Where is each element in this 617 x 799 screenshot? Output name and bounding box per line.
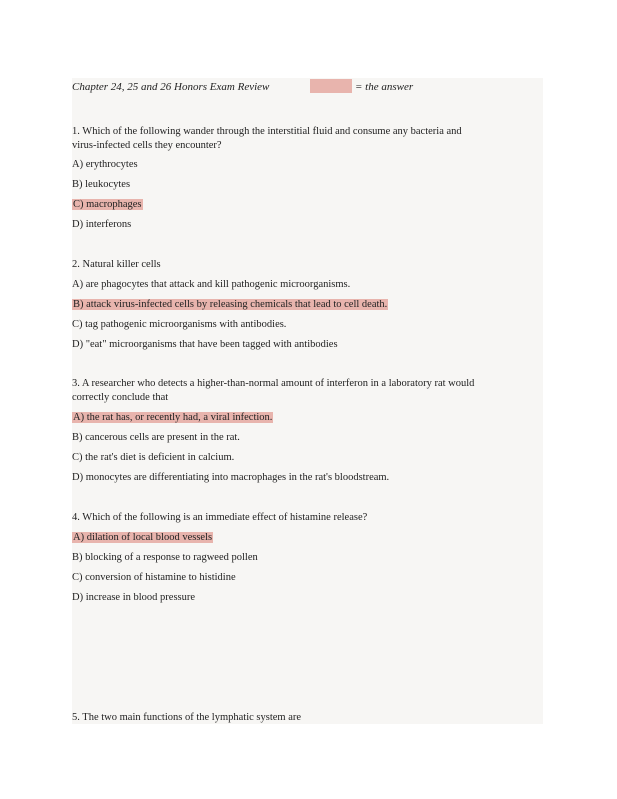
question-2-option-a: A) are phagocytes that attack and kill pathogenic microorganisms.	[72, 279, 351, 290]
question-4-option-a-answer	[72, 531, 213, 544]
question-1-option-c-answer	[72, 198, 143, 211]
answer-legend-swatch	[310, 79, 352, 93]
question-3-option-c: C) the rat's diet is deficient in calcium.	[72, 452, 235, 463]
question-1-option-d: D) interferons	[72, 219, 132, 230]
document-page	[72, 78, 543, 724]
answer-legend-text: = the answer	[355, 81, 414, 93]
answer-highlight: B) attack virus-infected cells by releasing chemicals that lead to cell death.	[73, 299, 388, 310]
question-2-stem: 2. Natural killer cells	[72, 259, 161, 270]
question-4-option-c: C) conversion of histamine to histidine	[72, 572, 236, 583]
question-5-stem: 5. The two main functions of the lymphatic system are	[72, 712, 302, 723]
answer-highlight: A) the rat has, or recently had, a viral infection.	[73, 412, 273, 423]
document-title: Chapter 24, 25 and 26 Honors Exam Review	[72, 81, 270, 93]
question-1-stem-line2: virus-infected cells they encounter?	[72, 140, 222, 151]
question-3-stem-line2: correctly conclude that	[72, 392, 169, 403]
question-1-stem-line1: 1. Which of the following wander through the interstitial fluid and consume any bacteria and	[72, 126, 462, 137]
question-4-option-b: B) blocking of a response to ragweed pollen	[72, 552, 258, 563]
question-2-option-d: D) "eat" microorganisms that have been tagged with antibodies	[72, 339, 338, 350]
question-4-option-d: D) increase in blood pressure	[72, 592, 196, 603]
question-3-stem-line1: 3. A researcher who detects a higher-than-normal amount of interferon in a laboratory rat would	[72, 378, 475, 389]
question-1-option-b: B) leukocytes	[72, 179, 131, 190]
answer-highlight: C) macrophages	[73, 199, 142, 210]
question-2-option-c: C) tag pathogenic microorganisms with antibodies.	[72, 319, 287, 330]
answer-highlight: A) dilation of local blood vessels	[73, 532, 213, 543]
question-3-option-b: B) cancerous cells are present in the rat.	[72, 432, 240, 443]
question-3-option-a-answer	[72, 411, 273, 424]
question-1-option-a: A) erythrocytes	[72, 159, 138, 170]
question-3-option-d: D) monocytes are differentiating into macrophages in the rat's bloodstream.	[72, 472, 390, 483]
question-2-option-b-answer	[72, 298, 388, 311]
question-4-stem: 4. Which of the following is an immediate effect of histamine release?	[72, 512, 368, 523]
